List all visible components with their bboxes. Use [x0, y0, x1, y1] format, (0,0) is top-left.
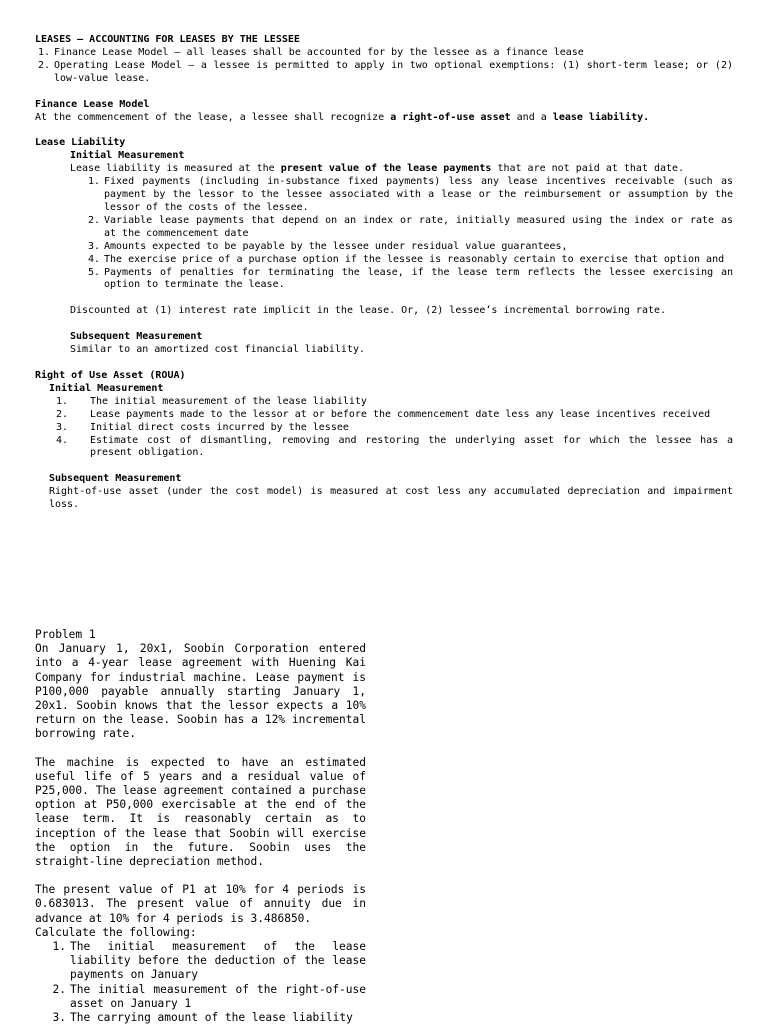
- discount-rate-text: Discounted at (1) interest rate implicit in the lease. Or, (2) lessee’s incremental borrowing rate.: [70, 305, 667, 317]
- roua-heading: Right of Use Asset (ROUA): [35, 370, 186, 382]
- list-item: 1. Finance Lease Model – all leases shall be accounted for by the lessee as a finance lease: [37, 46, 584, 58]
- calculate-label: Calculate the following:: [35, 925, 197, 939]
- list-item: 4. The exercise price of a purchase option if the lessee is reasonably certain to exercise that option and: [87, 253, 725, 265]
- list-item: 2. Operating Lease Model – a lessee is permitted to apply in two optional exemptions: (1) short-term lease; or (2) low-value lease.: [37, 59, 733, 84]
- problem-paragraph-1: On January 1, 20x1, Soobin Corporation entered into a 4-year lease agreement with Huening Kai Company for industrial machine. Lease payment is P100,000 payable annually starting January 1, 20x1. Soobin knows that the lessor expects a 10% return on the lease. Soobin has a 12% incremental borrowing rate.: [35, 642, 366, 741]
- notes-title: LEASES – ACCOUNTING FOR LEASES BY THE LESSEE: [35, 34, 300, 45]
- list-item: 4. Estimate cost of dismantling, removing and restoring the underlying asset for which the lessee has a present obligation.: [56, 434, 733, 459]
- calculation-list: [49, 940, 366, 1025]
- liability-subsequent-text: Similar to an amortized cost financial liability.: [70, 344, 366, 356]
- liability-initial-text: Lease liability is measured at the present value of the lease payments that are not paid at that date.: [70, 163, 685, 175]
- list-item: 5. Payments of penalties for terminating the lease, if the lease term reflects the lessee exercising an option to terminate the lease.: [87, 266, 733, 291]
- list-item: 3. Amounts expected to be payable by the lessee under residual value guarantees,: [87, 240, 568, 252]
- finance-model-heading: Finance Lease Model: [35, 98, 150, 110]
- list-item: 2. Lease payments made to the lessor at or before the commencement date less any lease incentives received: [56, 408, 711, 420]
- problem-section: [35, 628, 366, 1025]
- lease-payments-list: [85, 176, 733, 292]
- liability-subsequent-heading: Subsequent Measurement: [70, 331, 203, 343]
- problem-paragraph-3: The present value of P1 at 10% for 4 periods is 0.683013. The present value of annuity due in advance at 10% for 4 periods is 3.486850.: [35, 883, 366, 925]
- list-item: 1. Fixed payments (including in-substance fixed payments) less any lease incentives receivable (such as payment by the lessor to the lessee associated with a lease or the reimbursement or assumption by the lessor of the costs of the lessee.: [87, 176, 733, 213]
- roua-initial-list: [56, 396, 733, 461]
- lease-model-list: [35, 47, 733, 86]
- problem-title: Problem 1: [35, 628, 96, 641]
- lease-notes-section: [35, 34, 733, 512]
- list-item: 3. The carrying amount of the lease liability: [52, 1011, 353, 1025]
- problem-paragraph-2: The machine is expected to have an estimated useful life of 5 years and a residual value of P25,000. The lease agreement contained a purchase option at P50,000 exercisable at the end of the lease term. It is reasonably certain as to inception of the lease that Soobin will exercise the option in the future. Soobin uses the straight-line depreciation method.: [35, 755, 366, 869]
- list-item: 3. Initial direct costs incurred by the lessee: [56, 421, 349, 433]
- finance-model-text: At the commencement of the lease, a lessee shall recognize a right-of-use asset and a lease liability.: [35, 111, 650, 123]
- roua-subsequent-heading: Subsequent Measurement: [49, 473, 182, 485]
- list-item: 2. Variable lease payments that depend on an index or rate, initially measured using the index or rate as at the commencement date: [87, 214, 733, 239]
- roua-subsequent-text: Right-of-use asset (under the cost model) is measured at cost less any accumulated depreciation and impairment loss.: [49, 486, 733, 511]
- list-item: 1. The initial measurement of the lease liability: [56, 395, 367, 407]
- liability-initial-heading: Initial Measurement: [70, 150, 185, 162]
- list-item: 2. The initial measurement of the right-of-use asset on January 1: [52, 982, 366, 1010]
- roua-initial-heading: Initial Measurement: [49, 382, 164, 394]
- lease-liability-heading: Lease Liability: [35, 137, 126, 149]
- list-item: 1. The initial measurement of the lease liability before the deduction of the lease payments on January: [52, 940, 366, 982]
